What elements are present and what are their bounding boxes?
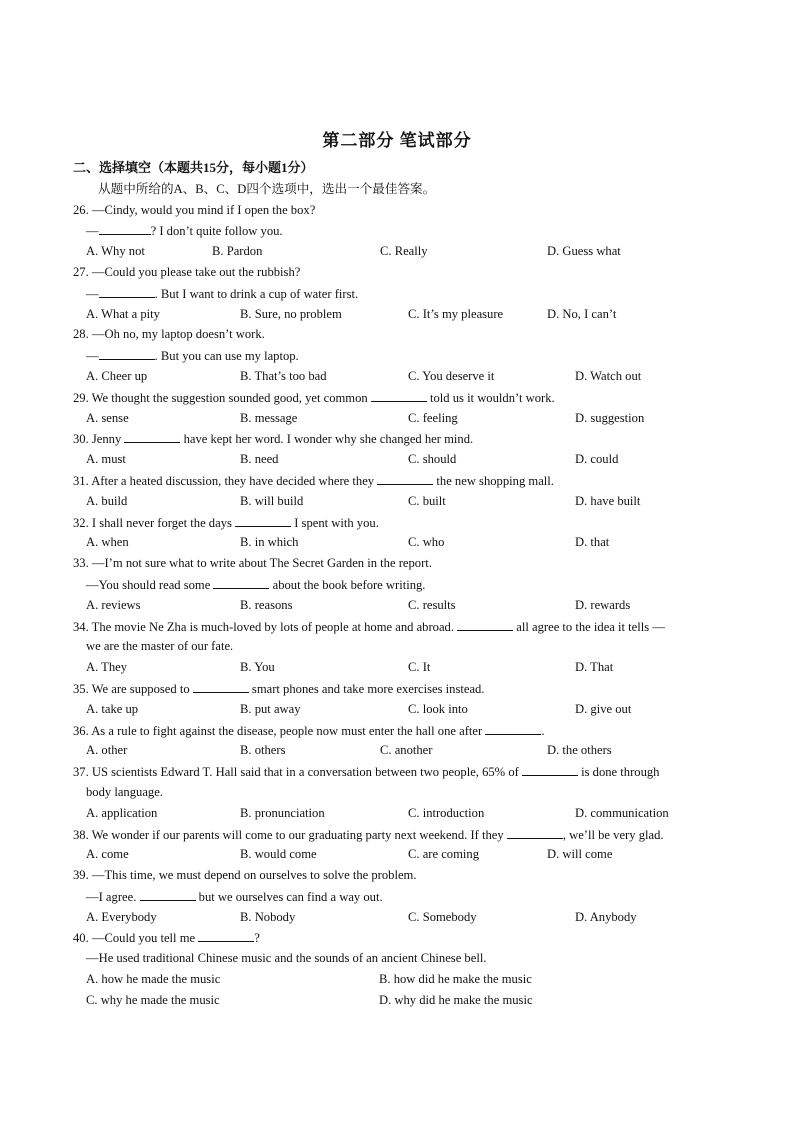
answer-blank xyxy=(198,927,254,942)
question-32 xyxy=(73,512,733,554)
option-d[interactable]: D. That xyxy=(575,660,614,675)
question-stem: 36. As a rule to fight against the disease, people now must enter the hall one after . xyxy=(73,720,733,741)
question-34 xyxy=(73,616,733,678)
question-stem: 31. After a heated discussion, they have decided where they the new shopping mall. xyxy=(73,470,733,491)
question-stem: 37. US scientists Edward T. Hall said that in a conversation between two people, 65% of is done through xyxy=(73,761,733,782)
option-c[interactable]: C. feeling xyxy=(408,410,458,425)
option-a[interactable]: A. Why not xyxy=(86,244,145,259)
options-row xyxy=(73,990,733,1011)
option-b[interactable]: B. message xyxy=(240,410,298,425)
options-row xyxy=(73,907,733,928)
option-a[interactable]: A. other xyxy=(86,743,128,758)
question-response: — . But I want to drink a cup of water first. xyxy=(73,283,733,304)
answer-blank xyxy=(213,574,269,589)
option-d[interactable]: D. Guess what xyxy=(547,244,621,259)
question-response: —I agree. but we ourselves can find a way out. xyxy=(73,886,733,907)
option-a[interactable]: A. Cheer up xyxy=(86,368,148,383)
section-heading: 二、选择填空（本题共15分，每小题1分） xyxy=(73,160,314,175)
option-a[interactable]: A. sense xyxy=(86,410,129,425)
answer-blank xyxy=(371,387,427,402)
option-c[interactable]: C. who xyxy=(408,535,445,550)
question-28 xyxy=(73,324,733,386)
option-d[interactable]: D. why did he make the music xyxy=(379,992,533,1007)
question-stem: 29. We thought the suggestion sounded good, yet common told us it wouldn’t work. xyxy=(73,387,733,408)
question-26 xyxy=(73,200,733,262)
option-a[interactable]: A. They xyxy=(86,660,128,675)
question-stem: 32. I shall never forget the days I spent with you. xyxy=(73,512,733,533)
answer-blank xyxy=(507,824,563,839)
section-instruction: 从题中所给的A、B、C、D四个选项中，选出一个最佳答案。 xyxy=(98,181,436,196)
question-stem: 28. —Oh no, my laptop doesn’t work. xyxy=(73,327,265,342)
option-c[interactable]: C. introduction xyxy=(408,805,485,820)
option-a[interactable]: A. how he made the music xyxy=(86,972,221,987)
options-row xyxy=(73,844,733,865)
options-row xyxy=(73,595,733,616)
option-b[interactable]: B. would come xyxy=(240,847,317,862)
answer-blank xyxy=(140,886,196,901)
answer-blank xyxy=(99,345,155,360)
option-c[interactable]: C. are coming xyxy=(408,847,479,862)
options-row xyxy=(73,241,733,262)
option-b[interactable]: B. pronunciation xyxy=(240,805,325,820)
question-response: —He used traditional Chinese music and the sounds of an ancient Chinese bell. xyxy=(86,951,487,966)
option-b[interactable]: B. Nobody xyxy=(240,909,296,924)
options-row xyxy=(73,803,733,824)
answer-blank xyxy=(457,616,513,631)
question-29 xyxy=(73,387,733,429)
option-d[interactable]: D. have built xyxy=(575,493,641,508)
option-a[interactable]: A. when xyxy=(86,535,129,550)
answer-blank xyxy=(99,283,155,298)
page-title: 第二部分 笔试部分 xyxy=(322,131,472,150)
option-a[interactable]: A. Everybody xyxy=(86,909,157,924)
question-stem: 34. The movie Ne Zha is much-loved by lots of people at home and abroad. all agree to the idea it tells — xyxy=(73,616,733,637)
option-a[interactable]: A. come xyxy=(86,847,129,862)
options-row xyxy=(73,699,733,720)
options-row xyxy=(73,366,733,387)
option-c[interactable]: C. It xyxy=(408,660,431,675)
option-c[interactable]: C. should xyxy=(408,452,457,467)
answer-blank xyxy=(522,761,578,776)
question-stem: 40. —Could you tell me ? xyxy=(73,927,733,948)
exam-content xyxy=(73,158,733,1011)
question-39 xyxy=(73,865,733,927)
option-b[interactable]: B. Sure, no problem xyxy=(240,306,342,321)
option-c[interactable]: C. why he made the music xyxy=(86,992,220,1007)
options-row xyxy=(73,657,733,678)
option-d[interactable]: D. communication xyxy=(575,805,669,820)
question-response: — . But you can use my laptop. xyxy=(73,345,733,366)
answer-blank xyxy=(99,220,151,235)
option-c[interactable]: C. You deserve it xyxy=(408,368,495,383)
option-b[interactable]: B. how did he make the music xyxy=(379,972,532,987)
answer-blank xyxy=(193,678,249,693)
option-b[interactable]: B. You xyxy=(240,660,275,675)
question-27 xyxy=(73,262,733,324)
question-stem: 26. —Cindy, would you mind if I open the box? xyxy=(73,202,316,217)
question-36 xyxy=(73,720,733,762)
option-c[interactable]: C. Really xyxy=(380,244,428,259)
question-response: — ? I don’t quite follow you. xyxy=(73,220,733,241)
question-stem-continued: body language. xyxy=(86,784,163,799)
option-d[interactable]: D. give out xyxy=(575,701,632,716)
option-b[interactable]: B. will build xyxy=(240,493,304,508)
option-b[interactable]: B. Pardon xyxy=(212,244,263,259)
option-b[interactable]: B. reasons xyxy=(240,597,293,612)
option-c[interactable]: C. Somebody xyxy=(408,909,477,924)
question-30 xyxy=(73,428,733,470)
question-33 xyxy=(73,553,733,615)
question-stem: 38. We wonder if our parents will come to our graduating party next weekend. If they , we’ll be very glad. xyxy=(73,824,733,845)
question-37 xyxy=(73,761,733,823)
option-d[interactable]: D. Anybody xyxy=(575,909,637,924)
option-d[interactable]: D. that xyxy=(575,535,610,550)
option-a[interactable]: A. build xyxy=(86,493,128,508)
option-b[interactable]: B. put away xyxy=(240,701,301,716)
option-d[interactable]: D. will come xyxy=(547,847,613,862)
option-a[interactable]: A. take up xyxy=(86,701,139,716)
answer-blank xyxy=(485,720,541,735)
options-row xyxy=(73,740,733,761)
options-row xyxy=(73,449,733,470)
option-d[interactable]: D. Watch out xyxy=(575,368,642,383)
option-c[interactable]: C. results xyxy=(408,597,456,612)
question-response: —You should read some about the book before writing. xyxy=(73,574,733,595)
option-c[interactable]: C. It’s my pleasure xyxy=(408,306,504,321)
question-stem: 33. —I’m not sure what to write about The Secret Garden in the report. xyxy=(73,556,432,571)
question-35 xyxy=(73,678,733,720)
answer-blank xyxy=(124,428,180,443)
option-d[interactable]: D. rewards xyxy=(575,597,631,612)
question-stem-continued: we are the master of our fate. xyxy=(86,639,234,654)
question-40 xyxy=(73,927,733,1010)
option-a[interactable]: A. must xyxy=(86,452,126,467)
option-d[interactable]: D. could xyxy=(575,452,619,467)
option-b[interactable]: B. need xyxy=(240,452,279,467)
option-c[interactable]: C. built xyxy=(408,493,446,508)
option-b[interactable]: B. others xyxy=(240,743,286,758)
answer-blank xyxy=(377,470,433,485)
question-38 xyxy=(73,824,733,866)
question-stem: 39. —This time, we must depend on ourselves to solve the problem. xyxy=(73,868,417,883)
option-a[interactable]: A. application xyxy=(86,805,158,820)
option-a[interactable]: A. What a pity xyxy=(86,306,160,321)
options-row xyxy=(73,491,733,512)
options-row xyxy=(73,408,733,429)
option-b[interactable]: B. That’s too bad xyxy=(240,368,327,383)
option-c[interactable]: C. look into xyxy=(408,701,468,716)
options-row xyxy=(73,969,733,990)
option-d[interactable]: D. the others xyxy=(547,743,612,758)
option-c[interactable]: C. another xyxy=(380,743,433,758)
question-stem: 35. We are supposed to smart phones and take more exercises instead. xyxy=(73,678,733,699)
option-b[interactable]: B. in which xyxy=(240,535,299,550)
answer-blank xyxy=(235,512,291,527)
question-31 xyxy=(73,470,733,512)
question-stem: 27. —Could you please take out the rubbish? xyxy=(73,264,301,279)
option-d[interactable]: D. suggestion xyxy=(575,410,645,425)
option-d[interactable]: D. No, I can’t xyxy=(547,306,617,321)
question-stem: 30. Jenny have kept her word. I wonder why she changed her mind. xyxy=(73,428,733,449)
options-row xyxy=(73,304,733,325)
options-row xyxy=(73,532,733,553)
option-a[interactable]: A. reviews xyxy=(86,597,141,612)
